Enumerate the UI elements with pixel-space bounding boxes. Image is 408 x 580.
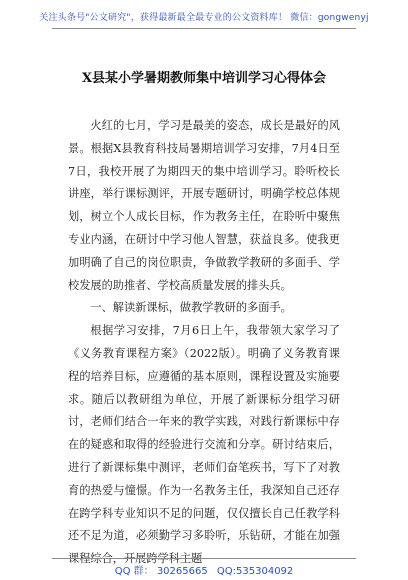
body-paragraph: 火红的七月，学习是最美的姿态，成长是最好的风景。根据X县教育科技局暑期培训学习安排，7月4日至7日，我校开展了为期四天的集中培训学习。聆听校长讲座，举行课标测评，开展专题研讨，明确学校总体规划，树立个人成长目标，作为教务主任，在聆听中聚焦专业内涵，在研讨中学习他人智慧，获益良多。使我更加明确了自己的岗位职责，争做教学教研的多面手、学校发展的助推者、学校高质量发展的排头兵。: [68, 119, 340, 292]
document-title: X县某小学暑期教师集中培训学习心得体会: [81, 71, 327, 86]
footer: [0, 562, 408, 577]
document-body: [68, 115, 340, 571]
header-divider: [52, 28, 356, 29]
body-paragraph: 根据学习安排，7月6日上午，我带领大家学习了《义务教育课程方案》（2022版）。明确了义务教育课程的培养目标，应遵循的基本原则，课程设置及实施要求。随后以教研组为单位，开展了新课标分组学习研讨，老师们结合一年来的教学实践，对践行新课标中存在的疑惑和取得的经验进行交流和分享。研讨结束后，进行了新课标集中测评，老师们奋笔疾书，写下了对教育的热爱与憧憬。作为一名教务主任，我深知自己还存在跨学科专业知识不足的问题，仅仅擅长自己任教学科还不足为道，必须勤学习多聆听，乐钻研，才能在加强课程综合，开展跨学科主题: [68, 324, 340, 566]
footer-divider: [52, 558, 356, 559]
header-note: 关注头条号"公文研究"，获得最新最全最专业的公文资料库！ 微信：gongwenyj: [39, 13, 369, 23]
section-heading: 一、解读新课标，做教学教研的多面手。: [90, 301, 292, 315]
footer-qq-group: QQ 群： 30265665: [114, 566, 208, 577]
footer-qq: QQ:535304092: [216, 566, 294, 577]
